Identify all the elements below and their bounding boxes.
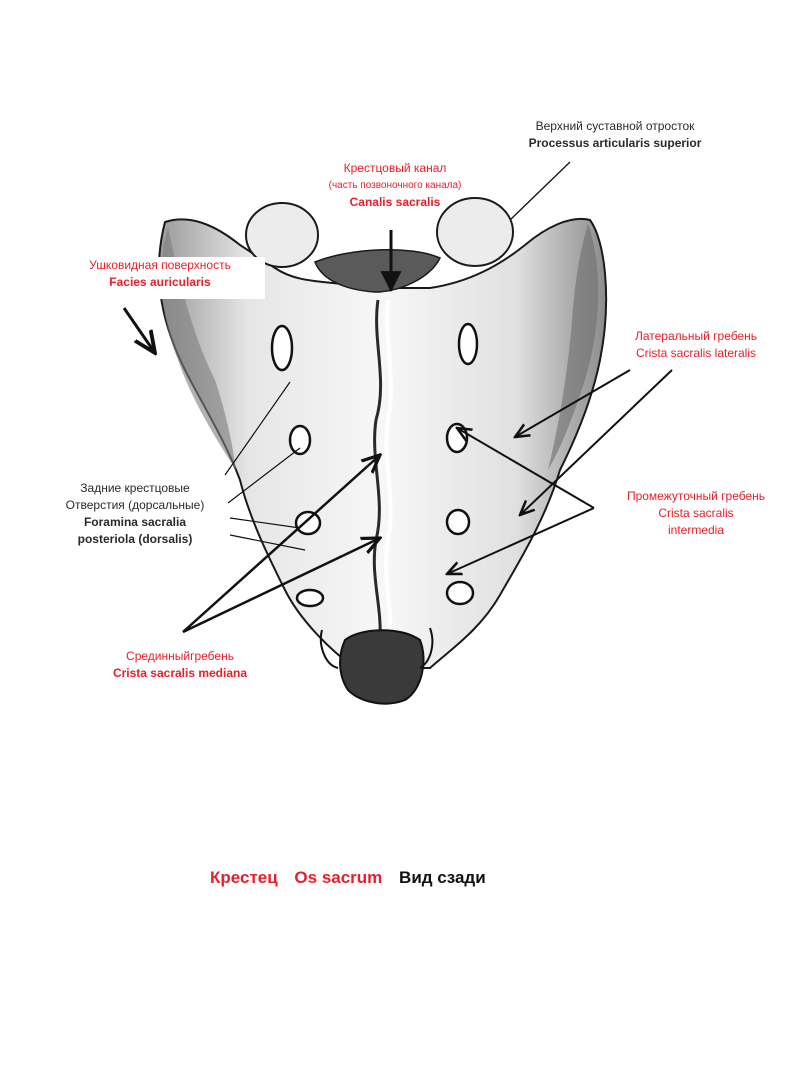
label-median-crest [75, 648, 285, 682]
sacral-apex [340, 630, 423, 703]
label-sacral-canal-lat: Canalis sacralis [349, 195, 441, 209]
foramen-left-1 [272, 326, 292, 370]
foramen-left-4 [297, 590, 323, 606]
label-lateral-crest-ru: Латеральный гребень [634, 329, 758, 343]
caption-title-lat: Os sacrum [294, 868, 383, 887]
foramen-left-2 [290, 426, 310, 454]
label-posterior-foramina [40, 480, 230, 548]
label-posterior-foramina-l2: Отверстия (дорсальные) [65, 498, 205, 512]
label-lateral-crest [600, 328, 792, 362]
pointer-articular-process [510, 162, 570, 220]
label-sacral-canal [290, 160, 500, 211]
label-articular-process [500, 118, 730, 152]
pointer-facies-auricularis [124, 308, 155, 353]
label-median-crest-lat: Crista sacralis mediana [112, 666, 248, 680]
label-sacral-canal-ru: Крестцовый канал [343, 161, 447, 175]
label-facies-auricularis-lat: Facies auricularis [109, 275, 211, 289]
label-intermediate-crest-lat2: intermedia [667, 523, 725, 537]
figure-caption [210, 868, 610, 888]
label-articular-process-ru: Верхний суставной отросток [535, 119, 695, 133]
label-facies-auricularis-ru: Ушковидная поверхность [89, 258, 231, 272]
label-intermediate-crest-ru: Промежуточный гребень [626, 489, 766, 503]
foramen-right-1 [459, 324, 477, 364]
label-sacral-canal-note: (часть позвоночного канала) [328, 180, 462, 191]
foramen-left-3 [296, 512, 320, 534]
label-facies-auricularis [55, 257, 265, 299]
label-posterior-foramina-l4: posteriola (dorsalis) [77, 532, 193, 546]
label-intermediate-crest-lat1: Crista sacralis [658, 506, 734, 520]
caption-view: Вид сзади [399, 868, 486, 887]
label-intermediate-crest [596, 488, 796, 539]
label-posterior-foramina-l1: Задние крестцовые [80, 481, 190, 495]
label-median-crest-ru: Срединныйгребень [126, 649, 234, 663]
label-articular-process-lat: Processus articularis superior [528, 136, 702, 150]
caption-title-ru: Крестец [210, 868, 278, 887]
foramen-right-4 [447, 582, 473, 604]
label-lateral-crest-lat: Crista sacralis lateralis [635, 346, 757, 360]
foramen-right-3 [447, 510, 469, 534]
label-posterior-foramina-l3: Foramina sacralia [83, 515, 187, 529]
